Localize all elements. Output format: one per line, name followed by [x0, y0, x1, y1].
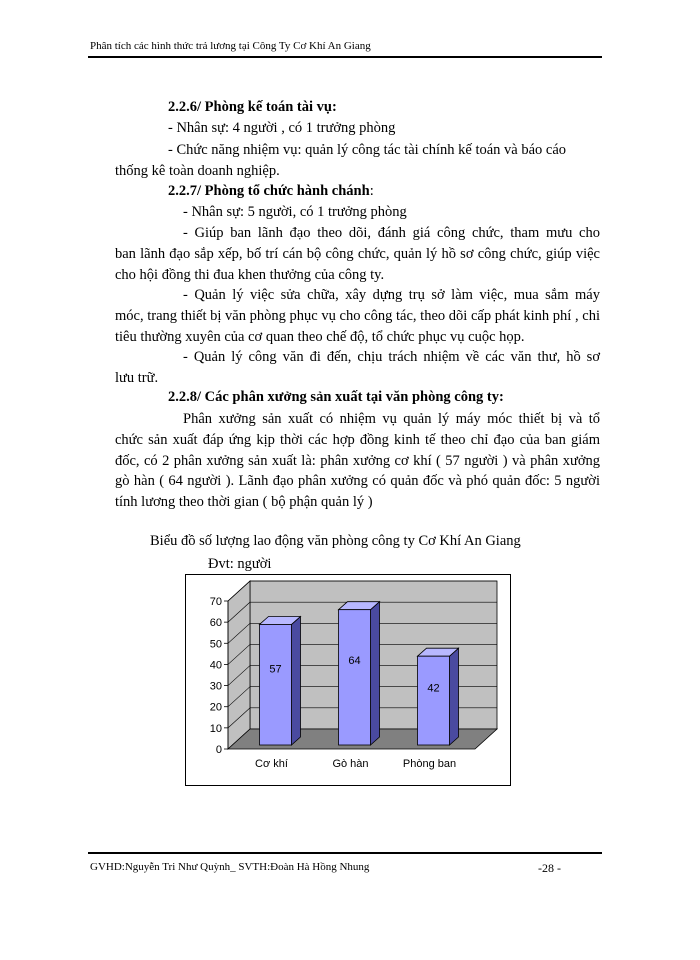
labor-chart: [185, 574, 511, 786]
bar-2: [418, 648, 459, 745]
footer-rule: [88, 852, 602, 854]
section-2-2-7-p1-first: - Giúp ban lãnh đạo theo dõi, đánh giá công chức, tham mưu cho: [183, 225, 600, 241]
y-tick-label: 60: [209, 617, 222, 630]
section-2-2-7-p3-first: - Quản lý công văn đi đến, chịu trách nhiệm về các văn thư, hồ sơ: [183, 349, 600, 365]
section-2-2-6-staff: - Nhân sự: 4 người , có 1 trưởng phòng: [168, 120, 396, 136]
x-category-label: Cơ khí: [255, 758, 288, 770]
section-2-2-7-p2-first: - Quản lý việc sửa chữa, xây dựng trụ sở làm việc, mua sắm máy: [183, 287, 600, 303]
bar-1: [339, 602, 380, 745]
x-category-label: Gò hàn: [332, 758, 369, 770]
section-2-2-8-first: Phân xưởng sản xuất có nhiệm vụ quản lý máy móc thiết bị và tổ: [183, 411, 600, 427]
y-tick-label: 0: [215, 744, 222, 756]
section-2-2-6-heading: 2.2.6/ Phòng kế toán tài vụ:: [168, 99, 337, 115]
section-2-2-7-heading: 2.2.7/ Phòng tổ chức hành chánh: [168, 183, 370, 199]
section-2-2-7-staff: - Nhân sự: 5 người, có 1 trưởng phòng: [183, 204, 407, 220]
bar-value-label: 57: [269, 663, 282, 676]
chart-caption: Biểu đồ số lượng lao động văn phòng công ty Cơ Khí An Giang: [150, 533, 521, 549]
section-2-2-7-p1-body: ban lãnh đạo sắp xếp, bố trí cán bộ công chức, quản lý hồ sơ công chức, giúp việc cho hội đồng thi đua khen thưởng của công ty.: [115, 246, 600, 283]
y-tick-label: 40: [209, 659, 222, 672]
section-2-2-8-body: chức sản xuất đáp ứng kịp thời các hợp đồng kinh tế theo chỉ đạo của ban giám đốc, có 2 phân xưởng sản xuất là: phân xưởng cơ khí ( 57 người ) và phân xưởng gò hàn ( 64 người ). Lãnh đạo phân xưởng có quản đốc và phó quản đốc: 5 người tính lương theo thời gian ( bộ phận quản lý ): [115, 432, 600, 510]
y-tick-label: 50: [209, 638, 222, 651]
chart-unit: Đvt: người: [208, 556, 272, 572]
section-2-2-7-p3-body: lưu trữ.: [115, 370, 159, 386]
section-2-2-7-heading-colon: :: [369, 183, 374, 199]
bar-value-label: 42: [427, 682, 440, 695]
header-rule: [88, 56, 602, 58]
page-header: Phân tích các hình thức trả lương tại Công Ty Cơ Khí An Giang: [90, 40, 371, 52]
bar-0: [260, 616, 301, 745]
y-tick-label: 30: [209, 680, 222, 693]
section-2-2-7-p2-body: móc, trang thiết bị văn phòng phục vụ cho công tác, theo dõi cấp phát kinh phí , chi tiêu thường xuyên của cơ quan theo chế độ, tổ chức phục vụ cuộc họp.: [115, 308, 600, 345]
y-tick-label: 10: [209, 722, 222, 735]
section-2-2-6-duty-cont: thống kê toàn doanh nghiệp.: [115, 163, 280, 179]
x-category-label: Phòng ban: [402, 758, 457, 770]
section-2-2-7-heading-line: [168, 183, 374, 200]
y-tick-label: 20: [209, 701, 222, 714]
page-number: -28 -: [538, 861, 561, 875]
footer-credits: GVHD:Nguyễn Tri Như Quỳnh_ SVTH:Đoàn Hà Hồng Nhung: [90, 861, 370, 873]
section-2-2-6-duty: - Chức năng nhiệm vụ: quản lý công tác tài chính kế toán và báo cáo: [168, 142, 567, 158]
y-tick-label: 70: [209, 596, 222, 608]
chart-side-wall: [228, 581, 250, 749]
bar-value-label: 64: [348, 654, 361, 667]
section-2-2-8-heading: 2.2.8/ Các phân xưởng sản xuất tại văn phòng công ty:: [168, 389, 504, 405]
